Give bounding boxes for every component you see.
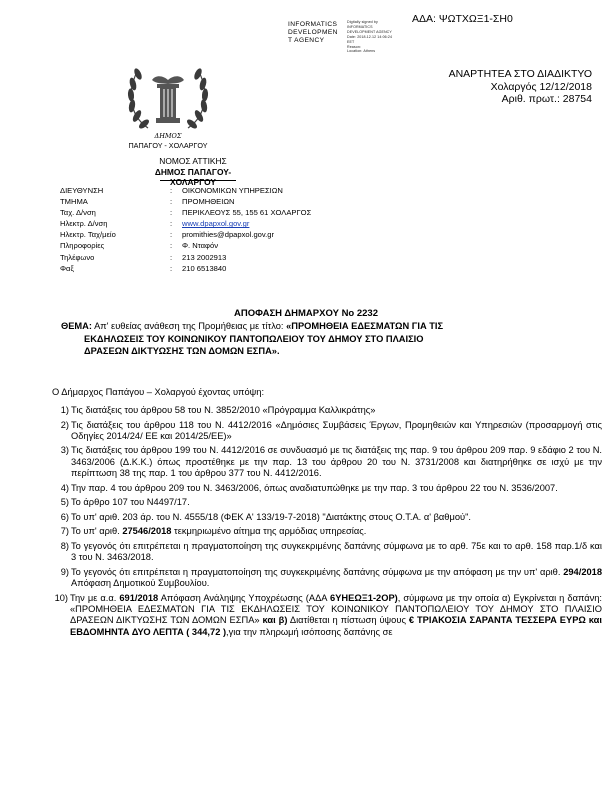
signature-line: EET xyxy=(347,39,355,44)
list-item xyxy=(52,420,602,443)
info-value: ΟΙΚΟΝΟΜΙΚΩΝ ΥΠΗΡΕΣΙΩΝ xyxy=(182,186,283,195)
agency-tag-line: INFORMATICS xyxy=(288,21,338,28)
item-text: Το γεγονός ότι επιτρέπεται η πραγματοποίηση της συγκεκριμένης δαπάνης σύμφωνα με το αρθ. 75ε και το αρθ. 158 παρ.1/δ και 3 του Ν. 3463/2018. xyxy=(71,541,602,563)
signature-line: INFORMATICS xyxy=(347,24,373,29)
post-online-label: ΑΝΑΡΤΗΤΕΑ ΣΤΟ ΔΙΑΔΙΚΤΥΟ xyxy=(448,68,592,80)
laurel-column-emblem-icon xyxy=(112,54,224,154)
signature-line: DEVELOPMENT AGENCY xyxy=(347,29,392,34)
digital-signature-note xyxy=(347,20,392,54)
item-number: 9) xyxy=(60,566,69,577)
header-divider xyxy=(160,180,236,181)
info-key: Τηλέφωνο xyxy=(60,252,95,262)
agency-tag-line: DEVELOPMEN xyxy=(288,29,338,36)
info-key: Φαξ xyxy=(60,263,74,273)
item-text: Τις διατάξεις του άρθρου 118 του Ν. 4412/2016 «Δημόσιες Συμβάσεις Έργων, Προμηθειών και Υπηρεσιών (προσαρμογή στις Οδηγίες 2014/24/ ΕΕ και 2014/25/ΕΕ)» xyxy=(71,419,602,441)
list-item xyxy=(52,405,602,416)
subject-title-3: ΔΡΑΣΕΩΝ ΔΙΚΤΥΩΣΗΣ ΤΩΝ ΔΟΜΩΝ ΕΣΠΑ». xyxy=(84,346,280,356)
signature-line: Digitally signed by xyxy=(347,20,378,24)
info-value: 213 2002913 xyxy=(182,252,227,262)
info-value: promithies@dpapxol.gov.gr xyxy=(182,230,274,240)
signature-line: Reason: xyxy=(347,44,362,49)
dimos: ΔΗΜΟΣ ΠΑΠΑΓΟΥ-ΧΟΛΑΡΓΟΥ xyxy=(154,166,232,187)
info-key: Ταχ. Δ/νση xyxy=(60,208,96,218)
info-row: ΤΜΗΜΑ : ΠΡΟΜΗΘΕΙΩΝ xyxy=(60,197,235,207)
list-item xyxy=(52,512,602,523)
info-row: Ηλεκτρ. Δ/νση : www.dpapxol.gov.gr xyxy=(60,219,250,229)
info-key: Ηλεκτρ. Ταχ/μείο xyxy=(60,230,116,240)
intro-text: Ο Δήμαρχος Παπάγου – Χολαργού έχοντας υπόψη: xyxy=(52,387,265,397)
item-text: Το υπ' αριθ. 27546/2018 τεκμηριωμένο αίτημα της αρμόδιας υπηρεσίας. xyxy=(71,526,367,537)
item-text: Την παρ. 4 του άρθρου 209 του Ν. 3463/2006, όπως αναδιατυπώθηκε με την παρ. 3 του άρθρου 22 του Ν. 3536/2007. xyxy=(71,482,558,493)
issuer-header xyxy=(132,156,254,188)
item-number: 10) xyxy=(54,592,68,603)
post-info xyxy=(400,68,592,106)
item-text: Την με α.α. 691/2018 Απόφαση Ανάληψης Υποχρέωσης (ΑΔΑ 6ΥΗΕΩΞ1-2ΟΡ), σύμφωνα με την οποία α) Εγκρίνεται η δαπάνη: «ΠΡΟΜΗΘΕΙΑ ΕΔΕΣΜΑΤΩΝ ΓΙΑ ΤΙΣ ΕΚΔΗΛΩΣΕΙΣ ΤΟΥ ΚΟΙΝΩΝΙΚΟΥ ΠΑΝΤΟΠΩΛΕΙΟΥ ΤΟΥ ΔΗΜΟΥ ΣΤΟ ΠΛΑΙΣΙΟ ΔΡΑΣΕΩΝ ΔΙΚΤΥΩΣΗΣ ΤΩΝ ΔΟΜΩΝ ΕΣΠΑ» και β) Διατίθεται η πίστωση ύψους € ΤΡΙΑΚΟΣΙΑ ΣΑΡΑΝΤΑ ΤΕΣΣΕΡΑ ΕΥΡΩ και ΕΒΔΟΜΗΝΤΑ ΔΥΟ ΛΕΠΤΑ ( 344,72 ),για την πληρωμή ισόποσης δαπάνης σε xyxy=(70,592,603,637)
subject-lead: Απ' ευθείας ανάθεση της Προμήθειας με τίτλο: xyxy=(94,321,284,331)
info-key: ΔΙΕΥΘΥΝΣΗ xyxy=(60,186,104,195)
subject-line-1 xyxy=(61,320,601,333)
list-item xyxy=(52,541,602,564)
list-item xyxy=(52,593,602,638)
list-item xyxy=(52,526,602,537)
ada-code: ΑΔΑ: ΨΩΤΧΩΞ1-ΣΗ0 xyxy=(412,13,513,25)
protocol-number: Αριθ. πρωτ.: 28754 xyxy=(501,93,592,105)
item-text: Το άρθρο 107 του Ν4497/17. xyxy=(71,497,190,508)
info-value: Φ. Νταφόν xyxy=(182,241,218,251)
info-key: Πληροφορίες xyxy=(60,241,105,251)
item-number: 7) xyxy=(60,526,69,537)
info-value: ΠΡΟΜΗΘΕΙΩΝ xyxy=(182,197,235,207)
website-link[interactable]: www.dpapxol.gov.gr xyxy=(182,219,250,229)
considerations-list xyxy=(52,405,602,641)
info-key: ΤΜΗΜΑ xyxy=(60,197,88,207)
info-row: ΔΙΕΥΘΥΝΣΗ : ΟΙΚΟΝΟΜΙΚΩΝ ΥΠΗΡΕΣΙΩΝ xyxy=(60,186,283,195)
item-text: Τις διατάξεις του άρθρου 58 του Ν. 3852/2010 «Πρόγραμμα Καλλικράτης» xyxy=(71,405,376,415)
nomos: ΝΟΜΟΣ ΑΤΤΙΚΗΣ xyxy=(159,156,227,166)
list-item xyxy=(52,483,602,494)
contact-info-table xyxy=(60,185,311,274)
info-row: Πληροφορίες : Φ. Νταφόν xyxy=(60,241,218,251)
item-number: 4) xyxy=(60,482,69,493)
signature-line: Date: 2018.12.12 14:06:24 xyxy=(347,34,393,39)
info-value: ΠΕΡΙΚΛΕΟΥΣ 55, 155 61 ΧΟΛΑΡΓΟΣ xyxy=(182,208,312,218)
item-text: Το γεγονός ότι επιτρέπεται η πραγματοποίηση της συγκεκριμένης δαπάνης σύμφωνα με την απόφαση με την υπ' αριθ. 294/2018 Απόφαση Δημοτικού Συμβουλίου. xyxy=(71,566,602,589)
subject-title-2: ΕΚΔΗΛΩΣΕΙΣ ΤΟΥ ΚΟΙΝΩΝΙΚΟΥ ΠΑΝΤΟΠΩΛΕΙΟΥ ΤΟΥ ΔΗΜΟΥ ΣΤΟ ΠΛΑΙΣΙΟ xyxy=(84,333,424,344)
item-number: 3) xyxy=(60,445,69,456)
info-value: 210 6513840 xyxy=(182,263,227,273)
place-date: Χολαργός 12/12/2018 xyxy=(490,80,592,93)
item-number: 2) xyxy=(60,419,69,430)
info-row: Ταχ. Δ/νση : ΠΕΡΙΚΛΕΟΥΣ 55, 155 61 ΧΟΛΑΡΓΟΣ xyxy=(60,208,312,218)
subject-block xyxy=(61,320,601,358)
item-text: Το υπ' αριθ. 203 άρ. του Ν. 4555/18 (ΦΕΚ Α' 133/19-7-2018) "Διατάκτης στους Ο.Τ.Α. α' βαθμού". xyxy=(71,511,471,522)
item-text: Τις διατάξεις του άρθρου 199 του Ν. 4412/2016 σε συνδυασμό με τις διατάξεις της παρ. 9 του άρθρου 209 παρ. 9 εδάφιο 2 του Ν. 3463/2006 (Δ.Κ.Κ.) όπως προστέθηκε με την παρ. 13 του άρθρου 20 του Ν. 3731/2008 και διατηρήθηκε σε ισχύ με την περίπτωση 38 της παρ. 1 του άρθρου 377 του Ν. 4412/2016. xyxy=(71,445,602,479)
info-row: Φαξ : 210 6513840 xyxy=(60,263,227,273)
subject-label: ΘΕΜΑ: xyxy=(61,321,92,331)
agency-tag xyxy=(288,21,338,45)
item-number: 5) xyxy=(60,497,69,508)
info-key: Ηλεκτρ. Δ/νση xyxy=(60,219,108,229)
municipality-logo xyxy=(112,54,224,154)
logo-word: ΔΗΜΟΣ xyxy=(154,132,182,140)
agency-tag-line: T AGENCY xyxy=(288,37,325,44)
list-item xyxy=(52,497,602,508)
item-number: 6) xyxy=(60,511,69,522)
signature-line: Location: Athens xyxy=(347,49,376,54)
subject-title-1: «ΠΡΟΜΗΘΕΙΑ ΕΔΕΣΜΑΤΩΝ ΓΙΑ ΤΙΣ xyxy=(286,321,444,331)
logo-name: ΠΑΠΑΓΟΥ - ΧΟΛΑΡΓΟΥ xyxy=(128,141,208,150)
list-item xyxy=(52,567,602,590)
decision-title: ΑΠΟΦΑΣΗ ΔΗΜΑΡΧΟΥ Νο 2232 xyxy=(233,308,379,319)
list-item xyxy=(52,445,602,479)
info-row: Ηλεκτρ. Ταχ/μείο : promithies@dpapxol.gov.gr xyxy=(60,230,274,240)
item-number: 1) xyxy=(60,405,69,415)
info-row: Τηλέφωνο : 213 2002913 xyxy=(60,252,227,262)
item-number: 8) xyxy=(60,541,69,552)
